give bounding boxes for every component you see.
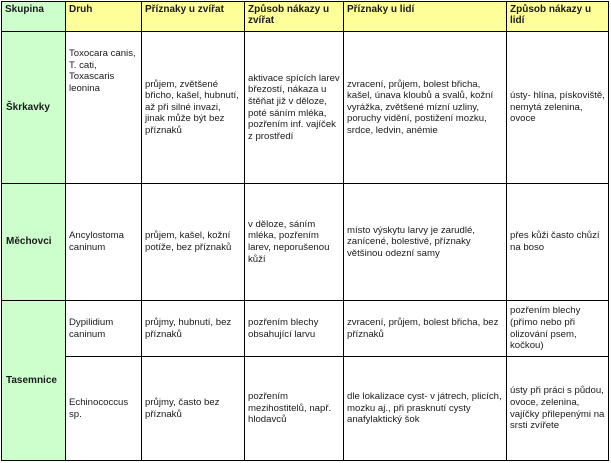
animal-symptoms-cell: průjem, kašel, kožní potíže, bez příznaků bbox=[142, 184, 245, 301]
human-symptoms-cell: zvracení, průjem, bolest břicha, kašel, únava kloubů a svalů, kožní vyrážka, zvětšené mízní uzliny, poruchy vidění, postižení mozku, srdce, ledvin, anémie bbox=[344, 32, 507, 184]
table-row bbox=[2, 301, 609, 357]
table-row bbox=[2, 357, 609, 461]
human-infection-cell: ústy- hlína, pískoviště, nemytá zelenina, ovoce bbox=[507, 32, 609, 184]
animal-infection-cell: pozřením blechy obsahující larvu bbox=[245, 301, 344, 357]
group-cell: Měchovci bbox=[2, 184, 66, 301]
header-animal-infection: Způsob nákazy u zvířat bbox=[245, 2, 344, 32]
animal-symptoms-cell: průjmy, hubnutí, bez příznaků bbox=[142, 301, 245, 357]
header-human-symptoms: Příznaky u lidí bbox=[344, 2, 507, 32]
human-infection-cell: přes kůži často chůzí na boso bbox=[507, 184, 609, 301]
header-human-infection: Způsob nákazy u lidí bbox=[507, 2, 609, 32]
table-row bbox=[2, 184, 609, 301]
species-cell: Toxocara canis, T. cati, Toxascaris leonina bbox=[66, 32, 142, 184]
human-infection-cell: pozřením blechy (přímo nebo při olizování psem, kočkou) bbox=[507, 301, 609, 357]
header-row bbox=[2, 2, 609, 32]
human-infection-cell: ústy při práci s půdou, ovoce, zelenina, vajíčky přilepenými na srsti zvířete bbox=[507, 357, 609, 461]
species-cell: Dypilidium caninum bbox=[66, 301, 142, 357]
human-symptoms-cell: zvracení, průjem, bolest břicha, bez příznaků bbox=[344, 301, 507, 357]
human-symptoms-cell: dle lokalizace cyst- v játrech, plicích, mozku aj., při prasknutí cysty anafylaktický šok bbox=[344, 357, 507, 461]
animal-infection-cell: v děloze, sáním mléka, pozřením larev, neporušenou kůží bbox=[245, 184, 344, 301]
table-row bbox=[2, 32, 609, 184]
header-animal-symptoms: Příznaky u zvířat bbox=[142, 2, 245, 32]
header-group: Skupina bbox=[2, 2, 66, 32]
species-cell: Ancylostoma caninum bbox=[66, 184, 142, 301]
animal-infection-cell: aktivace spících larev březostí, nákaza u štěňat již v děloze, poté sáním mléka, pozřením inf. vajíček z prostředí bbox=[245, 32, 344, 184]
group-cell: Tasemnice bbox=[2, 301, 66, 461]
human-symptoms-cell: místo výskytu larvy je zarudlé, zanícené, bolestivé, příznaky většinou odezní samy bbox=[344, 184, 507, 301]
header-species: Druh bbox=[66, 2, 142, 32]
animal-infection-cell: pozřením mezihostitelů, např. hlodavců bbox=[245, 357, 344, 461]
parasites-table bbox=[1, 1, 609, 461]
animal-symptoms-cell: průjem, zvětšené břicho, kašel, hubnutí, až při silné invazi, jinak může být bez příznaků bbox=[142, 32, 245, 184]
species-cell: Echinococcus sp. bbox=[66, 357, 142, 461]
group-cell: Škrkavky bbox=[2, 32, 66, 184]
animal-symptoms-cell: průjmy, často bez příznaků bbox=[142, 357, 245, 461]
